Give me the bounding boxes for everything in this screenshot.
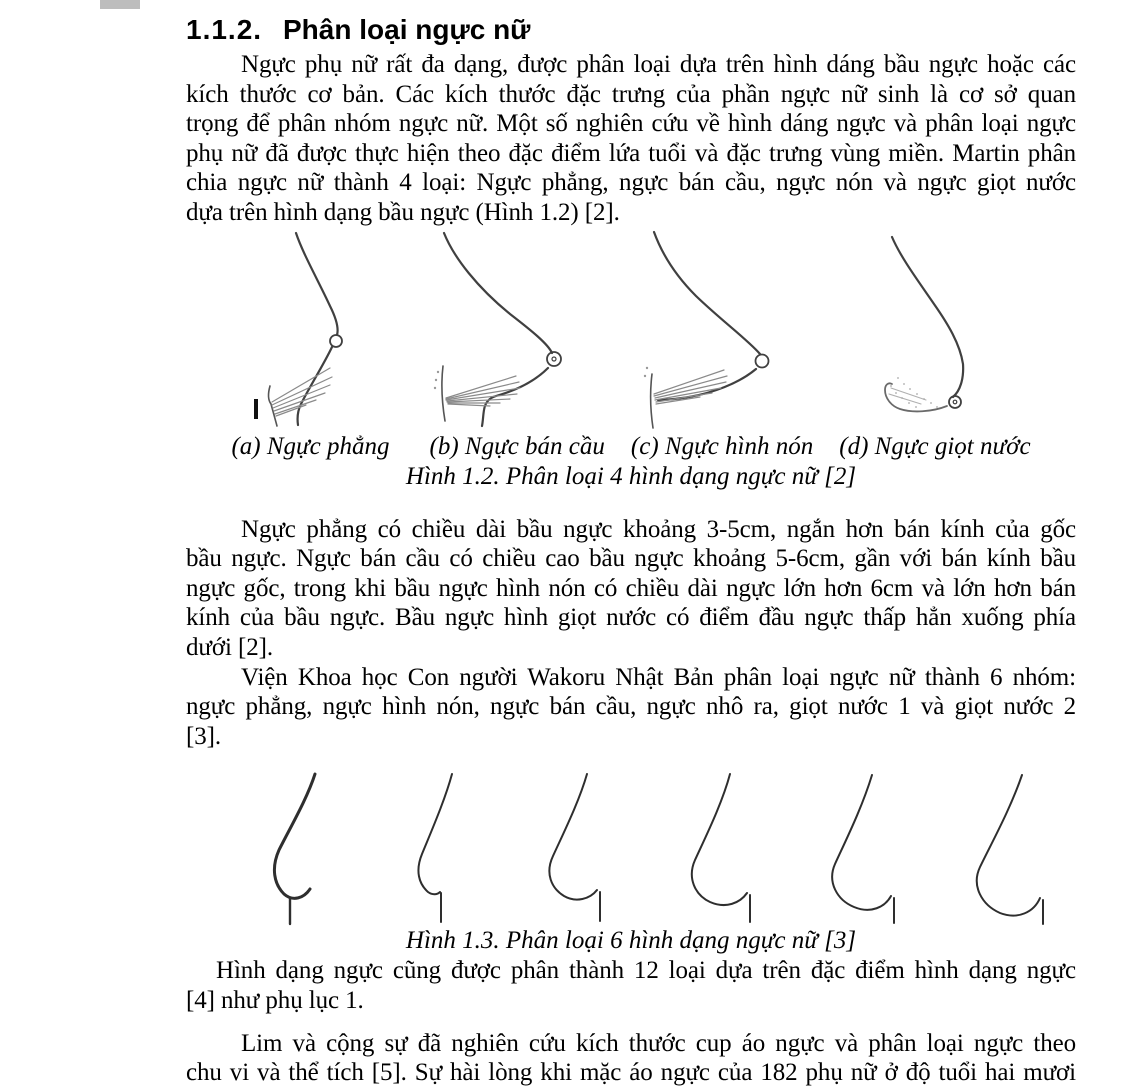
text-line: Hình dạng ngực cũng được phân thành 12 loại dựa trên đặc điểm hình dạng ngực: [216, 957, 1076, 985]
text-line: dưới [2].: [186, 633, 273, 661]
figure-breast-types-4: [186, 228, 1076, 432]
breast-sketch-b: [434, 233, 561, 426]
breast-sketch-c: [644, 232, 769, 428]
breast-sketch-a: [269, 233, 342, 426]
page-top-artifact: [100, 0, 140, 9]
text-line: [4] như phụ lục 1.: [186, 986, 364, 1014]
breast-shape-2: [418, 774, 452, 922]
breast-sketch-d: [885, 237, 963, 411]
text-line: phụ nữ đã được thực hiện theo đặc điểm lứa tuổi và đặc trưng vùng miền. Martin phân: [186, 139, 1076, 167]
figure-label-c: (c) Ngực hình nón: [630, 432, 814, 460]
figure-labels-row: [186, 432, 1076, 462]
text-line: chu vi và thể tích [5]. Sự hài lòng khi mặc áo ngực của 182 phụ nữ ở độ tuổi hai mươi: [186, 1059, 1076, 1087]
document-content: [186, 0, 1076, 1088]
text-line: trọng để phân nhóm ngực nữ. Một số nghiên cứu về hình dáng ngực và phân loại ngực: [186, 110, 1076, 138]
breast-shape-6: [977, 775, 1043, 924]
heading-title: Phân loại ngực nữ: [283, 14, 531, 45]
paragraph-4: [186, 956, 1076, 1015]
text-line: chia ngực nữ thành 4 loại: Ngực phẳng, ngực bán cầu, ngực nón và ngực giọt nước: [186, 169, 1076, 197]
text-line: Ngực phẳng có chiều dài bầu ngực khoảng 3-5cm, ngắn hơn bán kính của gốc: [241, 515, 1076, 543]
figure-1-3-caption: Hình 1.3. Phân loại 6 hình dạng ngực nữ [3]: [405, 927, 857, 955]
heading-number: 1.1.2.: [186, 14, 263, 45]
breast-shape-1: [274, 774, 315, 924]
text-line: ngực phẳng, ngực hình nón, ngực bán cầu, ngực nhô ra, giọt nước 1 và giọt nước 2: [186, 693, 1076, 721]
paragraph-1: [186, 50, 1076, 228]
paragraph-3: [186, 663, 1076, 752]
figure-breast-types-6: [186, 772, 1076, 926]
text-line: Ngực phụ nữ rất đa dạng, được phân loại dựa trên hình dáng bầu ngực hoặc các: [241, 51, 1076, 78]
breast-shape-3: [549, 774, 600, 921]
text-line: [3].: [186, 722, 222, 750]
breast-shape-5: [832, 775, 894, 923]
text-line: kích thước cơ bản. Các kích thước đặc trưng của phần ngực nữ sinh là cơ sở quan: [186, 80, 1076, 108]
text-line: bầu ngực. Ngực bán cầu có chiều cao bầu ngực khoảng 5-6cm, gần với bán kính bầu: [186, 545, 1076, 573]
figure-label-d: (d) Ngực giọt nước: [839, 432, 1031, 460]
paragraph-5: [186, 1029, 1076, 1088]
text-line: Lim và cộng sự đã nghiên cứu kích thước cup áo ngực và phân loại ngực theo: [241, 1029, 1076, 1057]
text-line: ngực gốc, trong khi bầu ngực hình nón có chiều dài ngực lớn hơn 6cm và lớn hơn bán: [186, 574, 1076, 602]
text-line: kính của bầu ngực. Bầu ngực hình giọt nước có điểm đầu ngực thấp hẳn xuống phía: [186, 604, 1076, 632]
figure-label-a: (a) Ngực phẳng: [231, 432, 390, 460]
breast-shape-4: [692, 774, 750, 922]
section-heading: [186, 14, 1076, 46]
figure-1-3-drawing: [186, 772, 1076, 926]
paragraph-2: [186, 515, 1076, 663]
figure-label-b: (b) Ngực bán cầu: [429, 432, 605, 460]
figure-1-2-caption: Hình 1.2. Phân loại 4 hình dạng ngực nữ [2]: [405, 462, 857, 490]
text-line: dựa trên hình dạng bầu ngực (Hình 1.2) [2].: [186, 198, 620, 226]
text-cursor-mark: [254, 399, 258, 419]
figure-1-2-drawing: [186, 228, 1076, 432]
text-line: Viện Khoa học Con người Wakoru Nhật Bản phân loại ngực nữ thành 6 nhóm:: [241, 663, 1076, 691]
